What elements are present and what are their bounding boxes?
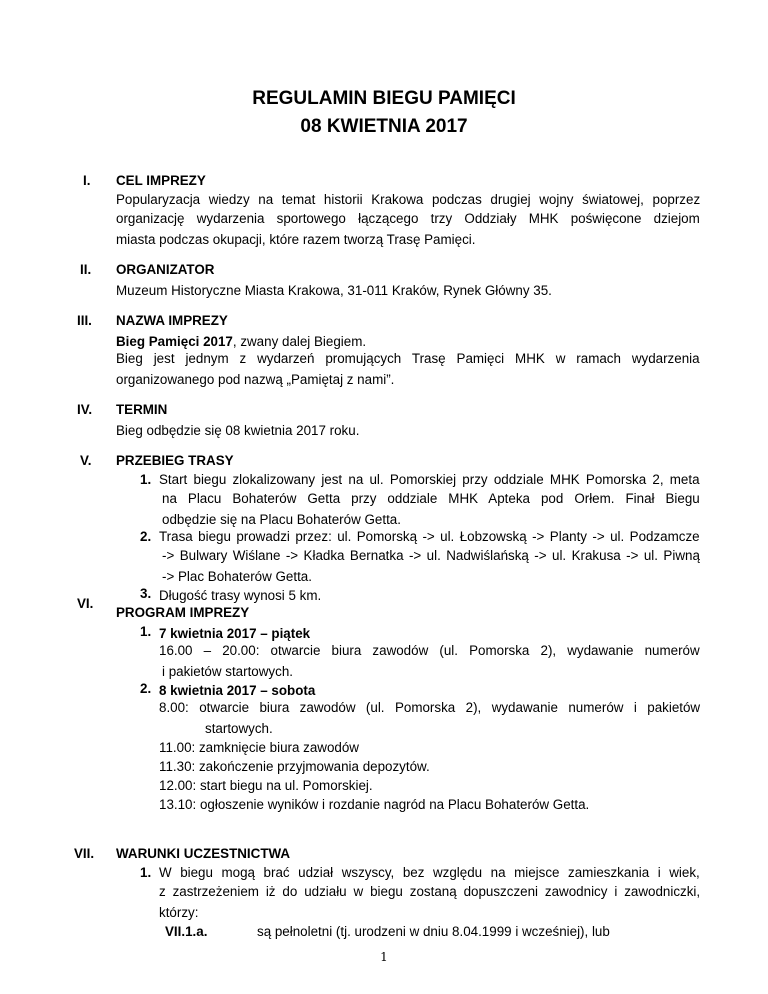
list-text-line: W biegu mogą brać udział wszyscy, bez względu na miejsce zamieszkania i wiek, <box>159 865 700 880</box>
section-number: II. <box>80 262 92 277</box>
sub-point-text: są pełnoletni (tj. urodzeni w dniu 8.04.1999 i wcześniej), lub <box>257 924 610 939</box>
list-number: 1. <box>140 865 152 880</box>
section-number: I. <box>83 173 91 188</box>
section-heading: PRZEBIEG TRASY <box>116 453 234 468</box>
section-text-line: Popularyzacja wiedzy na temat historii Krakowa podczas drugiej wojny światowej, poprzez <box>116 192 701 207</box>
list-text-line: Start biegu zlokalizowany jest na ul. Pomorskiej przy oddziale MHK Pomorska 2, meta <box>159 472 700 487</box>
program-line: 11.30: zakończenie przyjmowania depozytów. <box>159 759 430 774</box>
list-number: 2. <box>140 681 152 696</box>
list-text-line: Trasa biegu prowadzi przez: ul. Pomorską -> ul. Łobzowską -> Planty -> ul. Podzamcze <box>159 529 700 544</box>
section-heading: CEL IMPREZY <box>116 173 206 188</box>
section-text-line: Bieg odbędzie się 08 kwietnia 2017 roku. <box>116 423 360 438</box>
section-heading: PROGRAM IMPREZY <box>116 605 250 620</box>
event-name-suffix: , zwany dalej Biegiem. <box>232 334 367 349</box>
list-text-line: -> Plac Bohaterów Getta. <box>162 569 312 584</box>
program-day-label: 7 kwietnia 2017 – piątek <box>159 626 311 641</box>
section-text-line: organizowanego pod nazwą „Pamiętaj z nami”. <box>116 372 395 387</box>
section-text-line: miasta podczas okupacji, które razem tworzą Trasę Pamięci. <box>116 232 476 247</box>
section-number: VII. <box>74 846 95 861</box>
list-number: 2. <box>140 529 152 544</box>
list-text-line: odbędzie się na Placu Bohaterów Getta. <box>162 512 401 527</box>
program-line: i pakietów startowych. <box>162 664 293 679</box>
section-number: V. <box>80 453 92 468</box>
program-day-label: 8 kwietnia 2017 – sobota <box>159 683 316 698</box>
section-heading: WARUNKI UCZESTNICTWA <box>116 846 291 861</box>
section-text-line: organizację wydarzenia sportowego łączącego trzy Oddziały MHK poświęcone dziejom <box>116 211 700 226</box>
list-number: 1. <box>140 624 152 639</box>
list-text-line: Długość trasy wynosi 5 km. <box>159 588 322 603</box>
section-heading: ORGANIZATOR <box>116 262 215 277</box>
program-line: 13.10: ogłoszenie wyników i rozdanie nagród na Placu Bohaterów Getta. <box>159 797 590 812</box>
document-date: 08 KWIETNIA 2017 <box>300 116 468 137</box>
sub-point-label: VII.1.a. <box>165 924 208 939</box>
section-number: IV. <box>77 402 93 417</box>
program-line: 16.00 – 20.00: otwarcie biura zawodów (ul. Pomorska 2), wydawanie numerów <box>159 643 700 658</box>
list-text-line: na Placu Bohaterów Getta przy oddziale MHK Apteka pod Orłem. Finał Biegu <box>162 491 700 506</box>
list-number: 1. <box>140 472 152 487</box>
section-number: III. <box>77 313 92 328</box>
program-line: 8.00: otwarcie biura zawodów (ul. Pomorska 2), wydawanie numerów i pakietów <box>159 700 701 715</box>
program-line: startowych. <box>205 721 273 736</box>
program-line: 11.00: zamknięcie biura zawodów <box>159 740 359 755</box>
page-number: 1 <box>380 950 388 964</box>
document-title: REGULAMIN BIEGU PAMIĘCI <box>252 88 516 109</box>
list-text-line: z zastrzeżeniem iż do udziału w biegu zostaną dopuszczeni zawodnicy i zawodniczki, <box>159 884 701 899</box>
list-text-line: -> Bulwary Wiślane -> Kładka Bernatka -> ul. Nadwiślańską -> ul. Krakusa -> ul. Piwną <box>162 548 700 563</box>
section-heading: TERMIN <box>116 402 168 417</box>
section-heading: NAZWA IMPREZY <box>116 313 228 328</box>
section-number: VI. <box>77 596 94 611</box>
list-number: 3. <box>140 586 152 601</box>
section-text-line: Muzeum Historyczne Miasta Krakowa, 31-011 Kraków, Rynek Główny 35. <box>116 283 552 298</box>
program-line: 12.00: start biegu na ul. Pomorskiej. <box>159 778 373 793</box>
event-name: Bieg Pamięci 2017 <box>116 334 233 349</box>
section-text-line: Bieg jest jednym z wydarzeń promujących Trasę Pamięci MHK w ramach wydarzenia <box>116 351 700 366</box>
list-text-line: którzy: <box>159 905 199 920</box>
event-name-line <box>116 332 366 351</box>
